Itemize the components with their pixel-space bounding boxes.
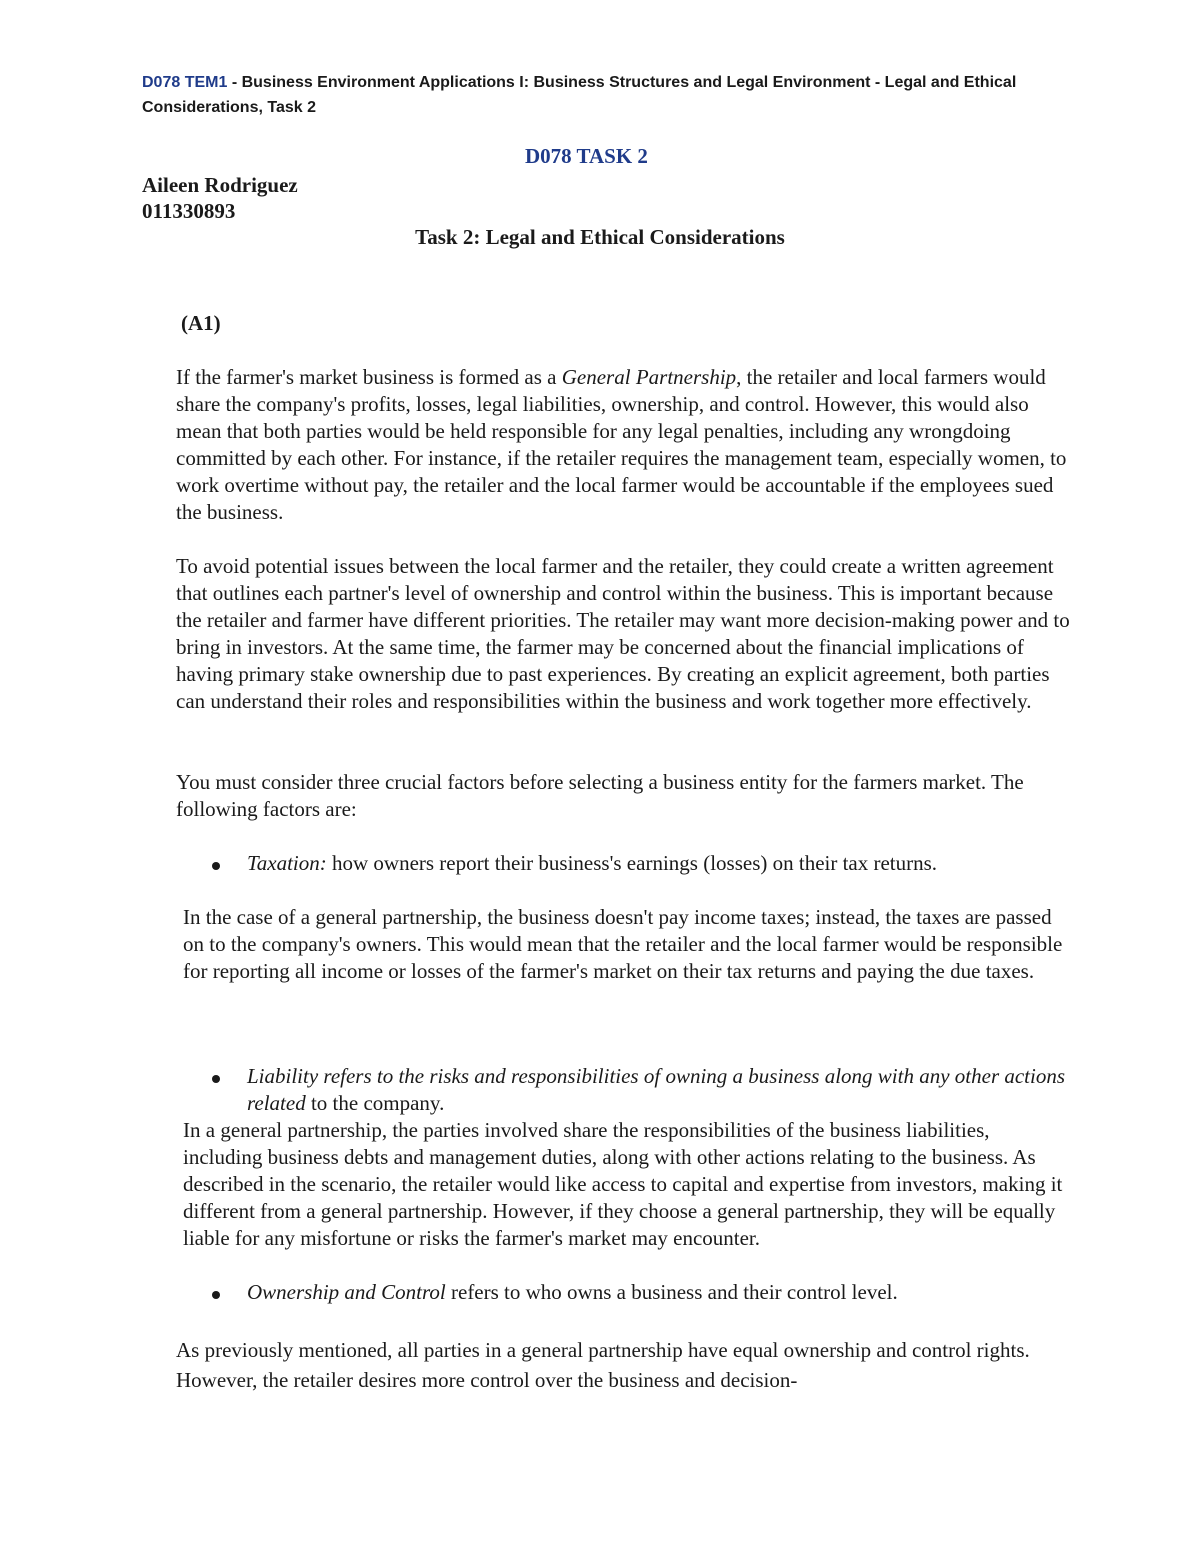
page-header [142, 70, 1082, 120]
bullet-taxation-term: Taxation: [247, 851, 327, 875]
paragraph-ownership: As previously mentioned, all parties in a general partnership have equal ownership and control rights. However, the retailer desires more control over the business and decision- [176, 1338, 1030, 1392]
bullet-ownership [212, 1279, 1072, 1306]
bullet-icon [212, 850, 247, 877]
bullet-ownership-text [247, 1279, 1072, 1306]
course-title: - Business Environment Applications I: Business Structures and Legal Environment - Legal and Ethical Considerations, Task 2 [142, 74, 1017, 116]
bullet-icon [212, 1279, 247, 1306]
bullet-liability-desc: to the company. [305, 1091, 445, 1115]
bullet-taxation-text [247, 850, 1072, 877]
bullet-ownership-desc: refers to who owns a business and their control level. [445, 1280, 898, 1304]
bullet-taxation [212, 850, 1072, 877]
p1-text-b: , the retailer and local farmers would share the company's profits, losses, legal liabilities, ownership, and control. However, this would also mean that both parties would be held responsible for any legal penalties, including any wrongdoing committed by each other. For instance, if the retailer requires the management team, especially women, to work overtime without pay, the retailer and the local farmer would be accountable if the employees sued the business. [176, 365, 1067, 524]
author-name: Aileen Rodriguez [142, 173, 298, 197]
paragraph-factors-intro: You must consider three crucial factors before selecting a business entity for the farmers market. The following factors are: [176, 770, 1024, 821]
bullet-icon [212, 1063, 247, 1117]
paragraph-general-partnership [176, 364, 1071, 526]
bullet-ownership-term: Ownership and Control [247, 1280, 446, 1304]
bullet-liability [212, 1063, 1072, 1117]
bullet-liability-text [247, 1063, 1072, 1117]
bullet-taxation-desc: how owners report their business's earnings (losses) on their tax returns. [326, 851, 938, 875]
task-subtitle: Task 2: Legal and Ethical Considerations [415, 225, 785, 249]
course-code: D078 TEM1 [142, 74, 228, 91]
document-title: D078 TASK 2 [525, 144, 648, 168]
bullet-liability-term: Liability refers to the risks and responsibilities of owning a business along with any other actions related [247, 1064, 1066, 1115]
p1-text-a: If the farmer's market business is formed as a [176, 365, 562, 389]
paragraph-taxation: In the case of a general partnership, the business doesn't pay income taxes; instead, the taxes are passed on to the company's owners. This would mean that the retailer and the local farmer would be responsible for reporting all income or losses of the farmer's market on their tax returns and paying the due taxes. [183, 905, 1063, 983]
student-id: 011330893 [142, 199, 236, 223]
paragraph-written-agreement: To avoid potential issues between the local farmer and the retailer, they could create a written agreement that outlines each partner's level of ownership and control within the business. This is important because the retailer and farmer have different priorities. The retailer may want more decision-making power and to bring in investors. At the same time, the farmer may be concerned about the financial implications of having primary stake ownership due to past experiences. By creating an explicit agreement, both parties can understand their roles and responsibilities within the business and work together more effectively. [176, 554, 1070, 713]
section-heading: (A1) [181, 311, 221, 335]
p1-emphasis: General Partnership [561, 365, 737, 389]
paragraph-liability: In a general partnership, the parties involved share the responsibilities of the business liabilities, including business debts and management duties, along with other actions relating to the business. As described in the scenario, the retailer would like access to capital and expertise from investors, making it different from a general partnership. However, if they choose a general partnership, they will be equally liable for any misfortune or risks the farmer's market may encounter. [183, 1118, 1063, 1250]
